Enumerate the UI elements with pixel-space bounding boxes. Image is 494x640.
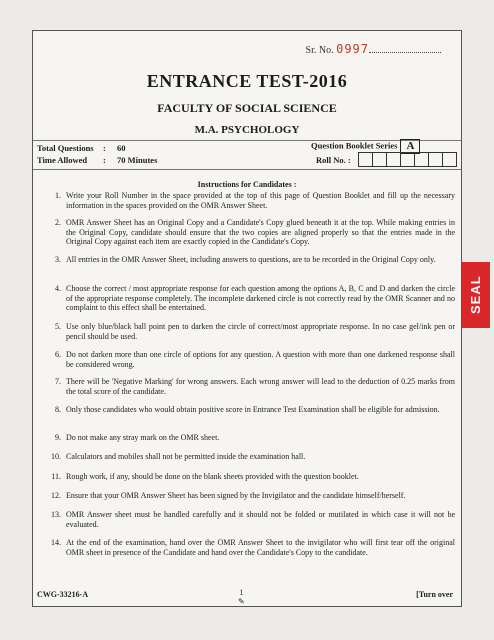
list-item: 4. Choose the correct / most appropriate response for each question among the options A, B, C and D and darken the circle of the appropriate response completely. The incomplete darkened circle is not correctly read by the OMR Scanner and no complaint to this effect shall be entertained. bbox=[55, 284, 455, 312]
list-item: 2. OMR Answer Sheet has an Original Copy and a Candidate's Copy glued beneath it at the top. While making entries in the Original Copy, candidate should ensure that the two copies are aligned properly so that the entries made in the Original Copy against each item are exactly copied in the Candidate's Copy. bbox=[55, 218, 455, 246]
list-item: 10. Calculators and mobiles shall not be permitted inside the examination hall. bbox=[51, 452, 306, 461]
serial-number-label: Sr. No. bbox=[305, 45, 334, 56]
time-allowed-label: Time Allowed bbox=[37, 155, 88, 165]
list-item: 7. There will be 'Negative Marking' for wrong answers. Each wrong answer will lead to the deduction of 0.25 marks from the total score of the candidate. bbox=[55, 377, 455, 396]
roll-number-label: Roll No. : bbox=[316, 155, 351, 165]
total-questions-value: 60 bbox=[117, 143, 126, 153]
list-item: 14. At the end of the examination, hand over the OMR Answer Sheet to the invigilator who will first tear off the original OMR sheet in presence of the Candidate and hand over the Candidate's Copy to the candidate. bbox=[51, 538, 455, 557]
page-title: ENTRANCE TEST-2016 bbox=[146, 71, 348, 91]
faculty-heading: FACULTY OF SOCIAL SCIENCE bbox=[157, 101, 337, 115]
list-item: 13. OMR Answer sheet must be handled carefully and it should not be folded or mutilated in which case it will not be evaluated. bbox=[51, 510, 455, 529]
roll-digit-box[interactable] bbox=[442, 152, 457, 167]
question-booklet-cover bbox=[32, 30, 462, 607]
exam-meta: Total Questions : 60 Time Allowed : 70 Minutes bbox=[37, 143, 158, 165]
list-item: 9. Do not make any stray mark on the OMR sheet. bbox=[55, 433, 220, 442]
booklet-series-box: A bbox=[400, 139, 420, 154]
turn-over-note: [Turn over bbox=[416, 590, 453, 599]
time-allowed-value: 70 Minutes bbox=[117, 155, 158, 165]
list-item: 6. Do not darken more than one circle of options for any question. A question with more than one darkened response shall be considered wrong. bbox=[55, 350, 455, 369]
header-divider-bottom bbox=[33, 169, 461, 170]
pen-mark-icon: ✎ bbox=[238, 597, 245, 606]
serial-number-value: 0997 bbox=[336, 42, 369, 56]
roll-digit-box[interactable] bbox=[386, 152, 401, 167]
booklet-code: CWG-33216-A bbox=[37, 590, 89, 599]
roll-digit-box[interactable] bbox=[372, 152, 387, 167]
page-number: 1 ✎ bbox=[238, 588, 245, 606]
booklet-series-label: Question Booklet Series bbox=[311, 140, 398, 151]
serial-dotted-line bbox=[369, 52, 441, 53]
instructions-heading: Instructions for Candidates : bbox=[197, 180, 297, 189]
list-item: 5. Use only blue/black ball point pen to darken the circle of correct/most appropriate response. In no case gel/ink pen or pencil should be used. bbox=[55, 322, 455, 341]
list-item: 1. Write your Roll Number in the space provided at the top of this page of Question Booklet and fill up the necessary information in the spaces provided on the OMR Answer Sheet. bbox=[55, 191, 455, 210]
roll-number-boxes[interactable] bbox=[359, 152, 457, 167]
course-heading: M.A. PSYCHOLOGY bbox=[194, 124, 300, 136]
list-item: 11. Rough work, if any, should be done on the blank sheets provided with the question booklet. bbox=[51, 472, 359, 481]
roll-digit-box[interactable] bbox=[414, 152, 429, 167]
roll-digit-box[interactable] bbox=[358, 152, 373, 167]
serial-number bbox=[306, 42, 441, 56]
total-questions-label: Total Questions bbox=[37, 143, 94, 153]
list-item: 3. All entries in the OMR Answer Sheet, including answers to questions, are to be recorded in the Original Copy only. bbox=[55, 255, 436, 264]
list-item: 12. Ensure that your OMR Answer Sheet has been signed by the Invigilator and the candidate himself/herself. bbox=[51, 491, 406, 500]
roll-digit-box[interactable] bbox=[428, 152, 443, 167]
list-item: 8. Only those candidates who would obtain positive score in Entrance Test Examination shall be eligible for admission. bbox=[55, 405, 440, 414]
seal-stamp: SEAL bbox=[462, 262, 490, 328]
roll-digit-box[interactable] bbox=[400, 152, 415, 167]
